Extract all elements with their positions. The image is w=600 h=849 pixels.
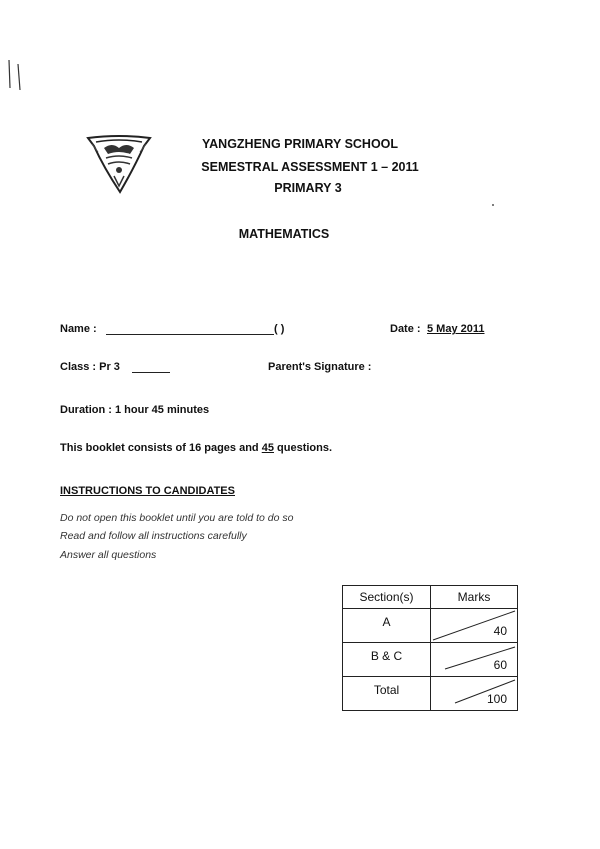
subject-title: MATHEMATICS (238, 227, 330, 241)
marks-total: 60 (493, 658, 507, 672)
class-label: Class : Pr 3 (60, 361, 120, 373)
table-row (343, 609, 518, 643)
date-label: Date : (390, 323, 421, 335)
class-input-line[interactable] (132, 361, 170, 373)
section-name: B & C (370, 649, 403, 663)
date-value: 5 May 2011 (427, 323, 485, 335)
pen-mark-icon (4, 58, 26, 92)
instruction-item: Do not open this booklet until you are told to do so (60, 512, 294, 524)
register-number-paren: ( ) (274, 323, 285, 335)
assessment-title: SEMESTRAL ASSESSMENT 1 – 2011 (201, 160, 419, 174)
section-cell (343, 609, 431, 643)
instruction-item: Read and follow all instructions carefully (60, 530, 247, 542)
booklet-suffix: questions. (277, 442, 333, 454)
parent-signature-label: Parent's Signature : (268, 361, 372, 373)
name-label: Name : (60, 323, 97, 335)
marks-total: 100 (486, 692, 507, 706)
header-marks: Marks (431, 586, 518, 609)
name-input-line[interactable] (106, 322, 274, 335)
speck (492, 204, 494, 206)
booklet-info (60, 442, 332, 454)
section-cell (343, 677, 431, 711)
school-name: YANGZHENG PRIMARY SCHOOL (201, 137, 399, 151)
instructions-title: INSTRUCTIONS TO CANDIDATES (60, 485, 235, 497)
marks-cell[interactable] (431, 677, 518, 711)
booklet-prefix: This booklet consists of 16 pages and (60, 442, 259, 454)
section-name: A (382, 615, 391, 629)
instruction-item: Answer all questions (60, 549, 157, 561)
marks-cell[interactable] (431, 609, 518, 643)
marks-table (342, 585, 518, 711)
marks-table-header (343, 586, 518, 609)
section-cell (343, 643, 431, 677)
header-section: Section(s) (343, 586, 431, 609)
marks-cell[interactable] (431, 643, 518, 677)
question-count: 45 (261, 442, 274, 454)
duration-text: Duration : 1 hour 45 minutes (60, 404, 210, 416)
marks-total: 40 (493, 624, 507, 638)
table-row (343, 643, 518, 677)
level-title: PRIMARY 3 (274, 181, 342, 195)
section-name: Total (373, 683, 400, 697)
table-row (343, 677, 518, 711)
